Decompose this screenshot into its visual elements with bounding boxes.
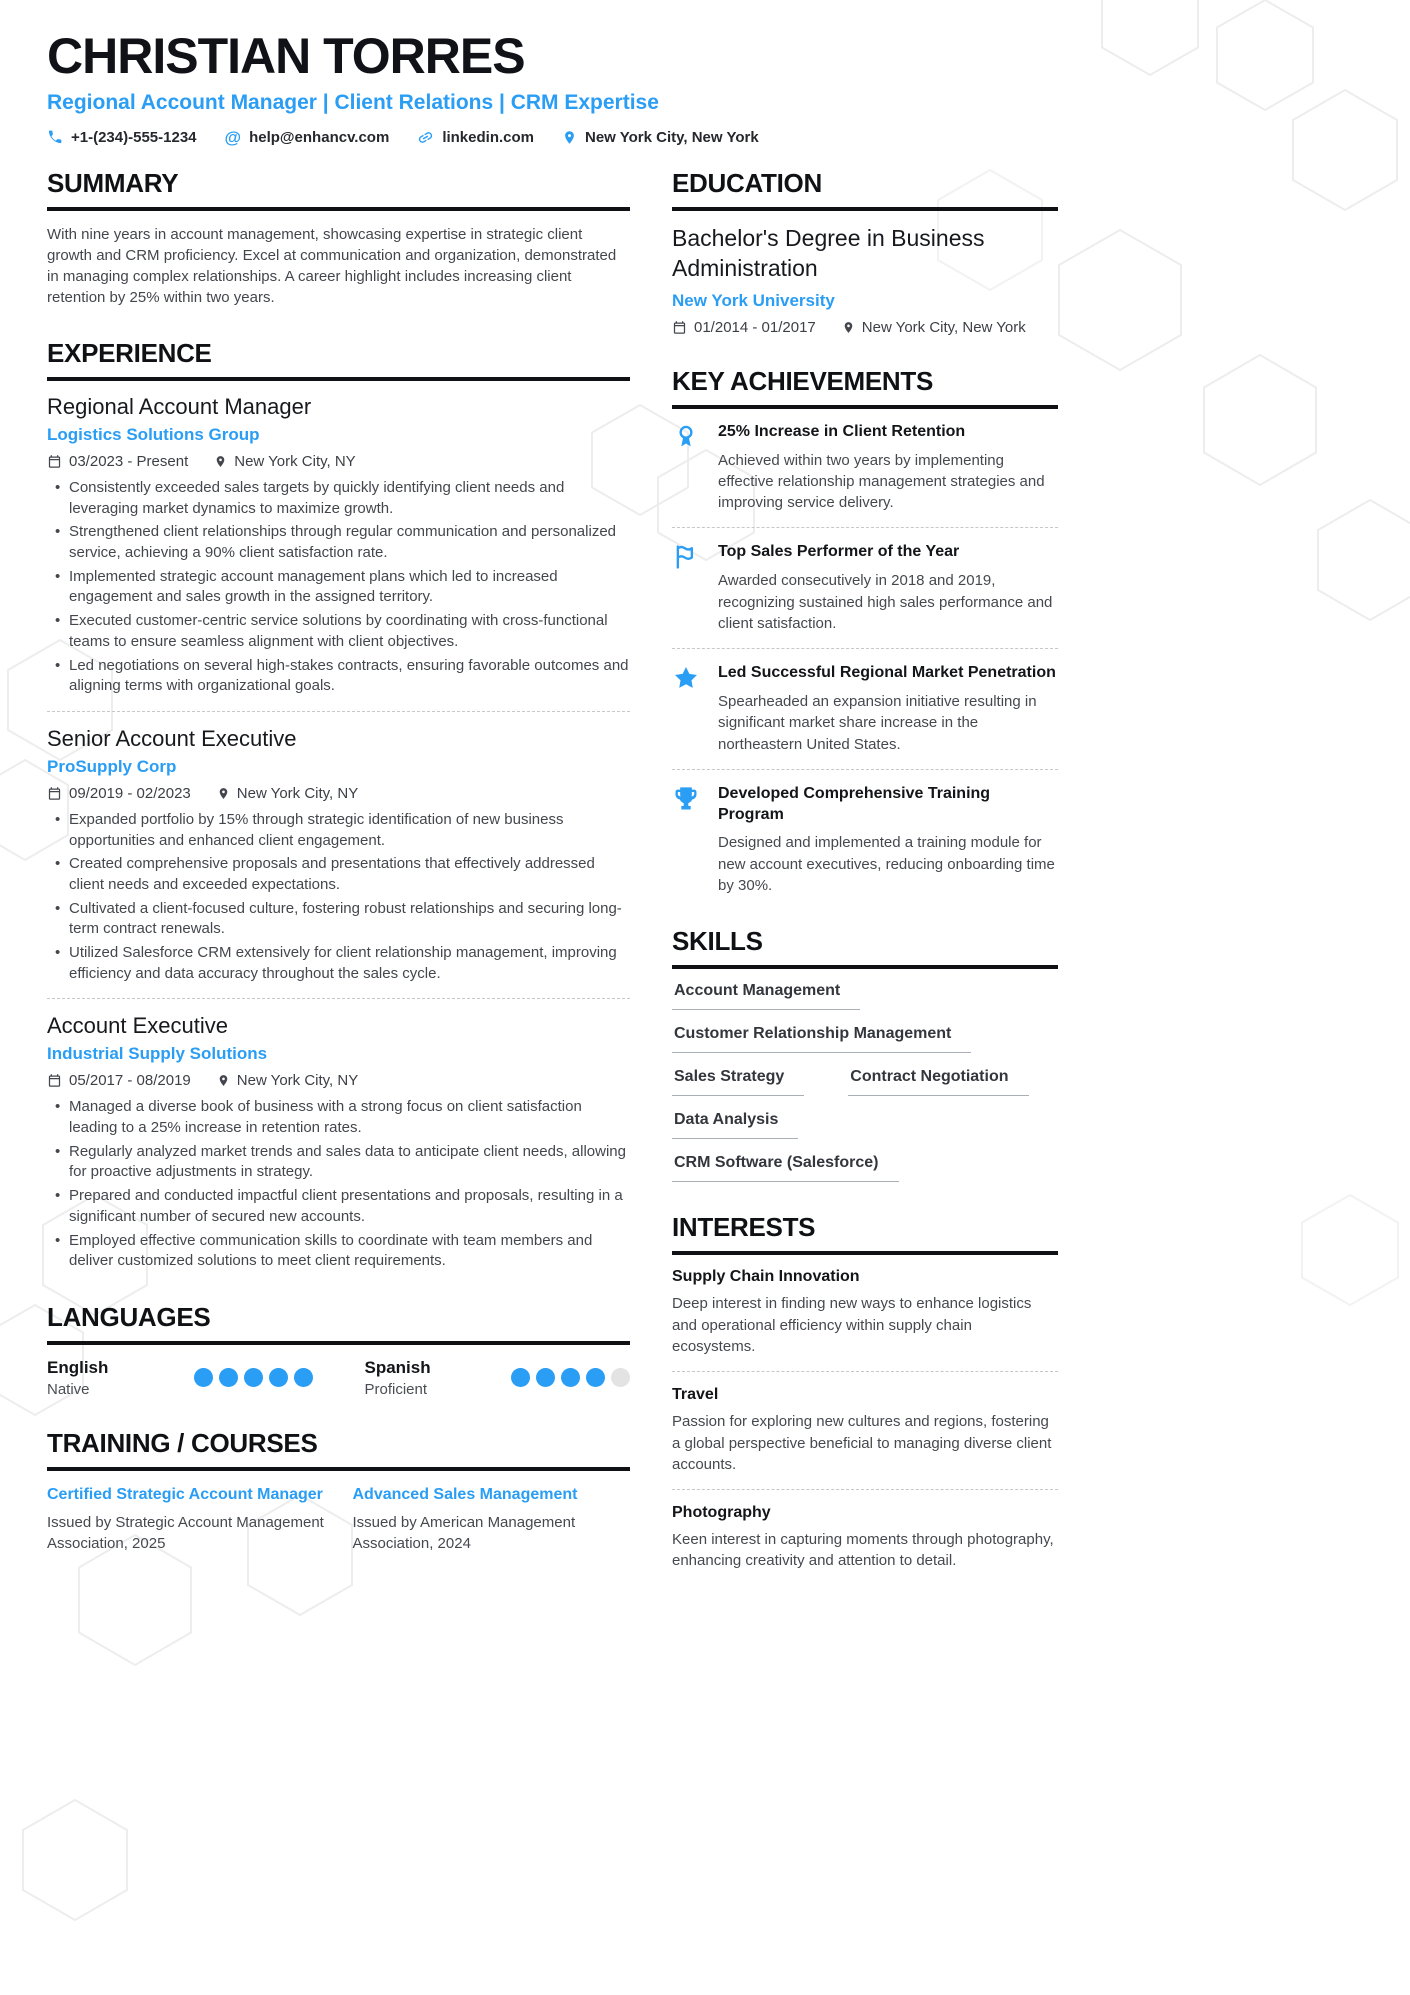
job-bullet: • Prepared and conducted impactful client presentations and proposals, resulting in a significant number of secured new accounts. — [47, 1186, 630, 1227]
languages-section — [47, 1302, 630, 1398]
location-pin-icon — [562, 129, 577, 146]
skill-item: Data Analysis — [672, 1111, 798, 1139]
resume-header — [47, 30, 1363, 146]
location-pin-icon — [842, 320, 855, 335]
achievement-item — [672, 784, 1058, 896]
skills-section — [672, 926, 1058, 1182]
at-icon: @ — [224, 127, 242, 147]
job-bullet: • Utilized Salesforce CRM extensively for client relationship management, improving efficiency and data accuracy throughout the sales cycle. — [47, 943, 630, 984]
job-bullet: • Cultivated a client-focused culture, fostering robust relationships and securing long-term contract renewals. — [47, 899, 630, 940]
job-bullet: • Expanded portfolio by 15% through strategic identification of new business opportunities and enhanced client engagement. — [47, 810, 630, 851]
calendar-icon — [47, 786, 62, 801]
job-bullet: • Executed customer-centric service solutions by coordinating with cross-functional teams to ensure seamless alignment with client objectives. — [47, 611, 630, 652]
job-dates-text: 09/2019 - 02/2023 — [69, 784, 191, 802]
proficiency-dot — [561, 1368, 580, 1387]
interest-text: Keen interest in capturing moments through photography, enhancing creativity and attention to detail. — [672, 1531, 1054, 1570]
job-bullets — [47, 1097, 630, 1272]
experience-entry — [47, 1013, 630, 1272]
divider — [672, 648, 1058, 649]
interest-item — [672, 1504, 1058, 1572]
languages-row — [47, 1358, 630, 1398]
contact-link-text: linkedin.com — [442, 128, 534, 146]
skill-item: Customer Relationship Management — [672, 1025, 971, 1053]
skill-item: CRM Software (Salesforce) — [672, 1154, 899, 1182]
divider — [672, 1489, 1058, 1490]
job-title: Senior Account Executive — [47, 725, 297, 751]
phone-icon — [47, 129, 63, 145]
interest-title: Travel — [672, 1386, 719, 1404]
location-pin-icon — [214, 454, 227, 469]
summary-text: With nine years in account management, showcasing expertise in strategic client growth and CRM proficiency. Excel at communication and organization, demonstrated in managing complex relationships. A career highlight includes increasing client retention by 25% within two years. — [47, 226, 617, 306]
job-location-text: New York City, NY — [236, 784, 359, 802]
job-title: Regional Account Manager — [47, 394, 312, 419]
candidate-name: CHRISTIAN TORRES — [47, 28, 525, 84]
achievement-text: Achieved within two years by implementing effective relationship management strategies and improving service delivery. — [718, 451, 1045, 512]
language-item — [365, 1358, 631, 1398]
divider — [672, 1371, 1058, 1372]
job-meta — [47, 453, 630, 470]
candidate-headline: Regional Account Manager | Client Relations | CRM Expertise — [47, 90, 659, 114]
language-name: English — [47, 1357, 109, 1377]
divider — [47, 998, 630, 999]
training-heading: TRAINING / COURSES — [47, 1428, 630, 1471]
interests-heading: INTERESTS — [672, 1212, 1058, 1255]
education-heading: EDUCATION — [672, 168, 1058, 211]
course-item — [47, 1484, 325, 1555]
course-item — [353, 1484, 631, 1555]
calendar-icon — [47, 454, 62, 469]
job-location-text: New York City, NY — [234, 453, 356, 470]
job-dates-text: 03/2023 - Present — [69, 453, 189, 470]
language-level: Native — [47, 1380, 90, 1398]
education-section — [672, 168, 1058, 336]
summary-section — [47, 168, 630, 308]
interests-section — [672, 1212, 1058, 1571]
job-meta — [47, 785, 630, 802]
job-bullet: • Employed effective communication skills to coordinate with team members and deliver customized solutions to meet client requirements. — [47, 1231, 630, 1272]
job-dates — [47, 785, 191, 802]
skill-item: Account Management — [672, 982, 860, 1010]
job-company: Industrial Supply Solutions — [47, 1044, 268, 1064]
skill-item: Sales Strategy — [672, 1068, 804, 1096]
achievement-title: 25% Increase in Client Retention — [718, 422, 966, 440]
divider — [47, 711, 630, 712]
job-bullet: • Managed a diverse book of business with a strong focus on client satisfaction leading to a 25% increase in retention rates. — [47, 1097, 630, 1138]
proficiency-dot — [586, 1368, 605, 1387]
job-bullet: • Regularly analyzed market trends and sales data to anticipate client needs, allowing for proactive adjustments in strategy. — [47, 1142, 630, 1183]
language-proficiency-dots — [194, 1368, 313, 1387]
proficiency-dot — [269, 1368, 288, 1387]
job-dates — [47, 1072, 191, 1089]
job-bullet: • Strengthened client relationships through regular communication and personalized service, achieving a 90% client satisfaction rate. — [47, 522, 630, 563]
education-dates — [672, 319, 816, 336]
divider — [672, 527, 1058, 528]
interest-item — [672, 1268, 1058, 1357]
education-location — [842, 319, 1026, 336]
key-achievements-heading: KEY ACHIEVEMENTS — [672, 366, 1058, 409]
contact-link[interactable] — [417, 129, 534, 146]
job-meta — [47, 1072, 630, 1089]
key-achievements-section — [672, 366, 1058, 897]
proficiency-dot — [511, 1368, 530, 1387]
calendar-icon — [47, 1073, 62, 1088]
proficiency-dot — [294, 1368, 313, 1387]
education-meta — [672, 319, 1058, 336]
training-section — [47, 1428, 630, 1555]
experience-section — [47, 338, 630, 1272]
job-title: Account Executive — [47, 1013, 228, 1039]
achievement-text: Awarded consecutively in 2018 and 2019, recognizing sustained high sales performance and client satisfaction. — [718, 572, 1053, 632]
education-degree: Bachelor's Degree in Business Administration — [672, 225, 985, 281]
calendar-icon — [672, 320, 687, 335]
interest-title: Supply Chain Innovation — [672, 1268, 860, 1286]
education-dates-text: 01/2014 - 01/2017 — [694, 318, 816, 336]
achievement-item — [672, 422, 1058, 514]
proficiency-dot — [244, 1368, 263, 1387]
location-pin-icon — [217, 1073, 230, 1088]
skills-row — [672, 1025, 1058, 1053]
proficiency-dot — [611, 1368, 630, 1387]
course-issuer: Issued by Strategic Account Management Association, 2025 — [47, 1514, 324, 1553]
job-bullets — [47, 810, 630, 985]
skills-row — [672, 982, 1058, 1010]
job-bullet: • Implemented strategic account management plans which led to increased engagement and sales growth in the assigned territory. — [47, 567, 630, 608]
star-icon — [672, 663, 702, 755]
job-location — [217, 785, 358, 802]
summary-heading: SUMMARY — [47, 168, 630, 211]
course-issuer: Issued by American Management Association, 2024 — [352, 1514, 576, 1553]
language-item — [47, 1358, 365, 1398]
achievement-item — [672, 542, 1058, 634]
contact-email[interactable] — [225, 129, 390, 146]
achievement-title: Top Sales Performer of the Year — [718, 543, 960, 561]
achievement-text: Designed and implemented a training module for new account executives, reducing onboarding time by 30%. — [718, 834, 1055, 895]
contact-phone — [47, 129, 197, 146]
achievement-text: Spearheaded an expansion initiative resulting in significant market share increase in the northeastern United States. — [718, 692, 1037, 753]
job-dates — [47, 453, 188, 470]
job-location — [217, 1072, 358, 1089]
contact-email-text: help@enhancv.com — [249, 128, 390, 146]
contact-phone-text: +1-(234)-555-1234 — [71, 128, 197, 146]
job-company: Logistics Solutions Group — [47, 425, 260, 444]
proficiency-dot — [219, 1368, 238, 1387]
skills-row — [672, 1068, 1058, 1096]
achievement-title: Led Successful Regional Market Penetration — [718, 664, 1056, 682]
contact-row — [47, 129, 1363, 146]
achievement-title: Developed Comprehensive Training Program — [718, 784, 991, 823]
experience-heading: EXPERIENCE — [47, 338, 630, 381]
education-location-text: New York City, New York — [861, 318, 1026, 336]
education-school: New York University — [672, 290, 835, 310]
course-title: Certified Strategic Account Manager — [47, 1485, 323, 1503]
job-bullet: • Consistently exceeded sales targets by quickly identifying client needs and leveraging market dynamics to maximize growth. — [47, 478, 630, 519]
interest-text: Passion for exploring new cultures and regions, fostering a global perspective beneficial to managing diverse client accounts. — [672, 1413, 1052, 1473]
language-proficiency-dots — [511, 1368, 630, 1387]
location-pin-icon — [217, 786, 230, 801]
achievement-item — [672, 663, 1058, 755]
languages-heading: LANGUAGES — [47, 1302, 630, 1345]
job-dates-text: 05/2017 - 08/2019 — [69, 1072, 191, 1090]
skills-row — [672, 1111, 1058, 1139]
job-company: ProSupply Corp — [47, 756, 177, 776]
language-name: Spanish — [364, 1357, 431, 1377]
experience-entry — [47, 726, 630, 985]
job-location-text: New York City, NY — [236, 1072, 359, 1090]
link-icon — [417, 129, 434, 146]
job-bullet: • Led negotiations on several high-stakes contracts, ensuring favorable outcomes and aligning terms with organizational goals. — [47, 656, 630, 697]
proficiency-dot — [536, 1368, 555, 1387]
medal-icon — [672, 422, 702, 514]
skills-row — [672, 1154, 1058, 1182]
flag-icon — [672, 542, 702, 634]
language-level: Proficient — [364, 1380, 428, 1398]
skills-heading: SKILLS — [672, 926, 1058, 969]
skill-item: Contract Negotiation — [848, 1068, 1028, 1096]
contact-location — [562, 129, 759, 146]
proficiency-dot — [194, 1368, 213, 1387]
interest-text: Deep interest in finding new ways to enhance logistics and operational efficiency within supply chain ecosystems. — [672, 1295, 1032, 1355]
course-title: Advanced Sales Management — [352, 1485, 578, 1503]
job-location — [214, 453, 355, 470]
contact-location-text: New York City, New York — [585, 128, 759, 146]
training-row — [47, 1484, 630, 1555]
interest-title: Photography — [672, 1504, 771, 1522]
interest-item — [672, 1386, 1058, 1475]
trophy-icon — [672, 784, 702, 896]
job-bullet: • Created comprehensive proposals and presentations that effectively addressed client needs and exceeded expectations. — [47, 854, 630, 895]
divider — [672, 769, 1058, 770]
job-bullets — [47, 478, 630, 697]
experience-entry — [47, 394, 630, 697]
